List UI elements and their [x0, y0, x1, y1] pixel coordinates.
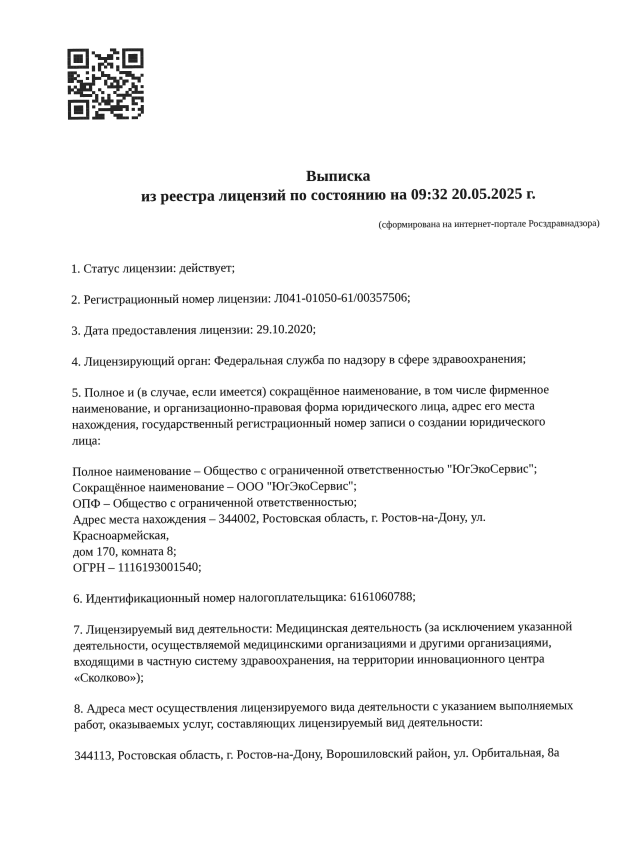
document-title-line2: из реестра лицензий по состоянию на 09:32 20.05.2025 г. — [141, 185, 536, 206]
license-status-item: 1. Статус лицензии: действует; — [70, 260, 236, 276]
licensing-authority-item: 4. Лицензирующий орган: Федеральная служба по надзору в сфере здравоохранения; — [71, 351, 527, 369]
entity-details-item: 5. Полное и (в случае, если имеется) сокращённое наименование, в том числе фирменное наименование, и организационно-правовая форма юридического лица, адрес его места нахождения, государственный регистрационный номер записи о создании юридического лица: — [71, 382, 550, 448]
document-title — [23, 165, 630, 207]
grant-date-item: 3. Дата предоставления лицензии: 29.10.2020; — [71, 321, 317, 338]
entity-details-values: Полное наименование – Общество с ограниченной ответственностью "ЮгЭкоСервис"; Сокращённое наименование – ООО "ЮгЭкоСервис"; ОПФ – Общество с ограниченной ответственностью; Адрес места нахождения – 344002, Ростовская область, г. Ростов-на-Дону, ул. Красноармейская, дом 170, комната 8; ОГРН – 1116193001540; — [72, 461, 538, 575]
taxpayer-id-item: 6. Идентификационный номер налогоплательщика: 6161060788; — [73, 589, 416, 606]
document-title-line1: Выписка — [306, 167, 371, 186]
qr-code-icon — [67, 48, 143, 120]
qr-code-image — [67, 48, 143, 120]
activity-address-value: 344113, Ростовская область, г. Ростов-на-Дону, Ворошиловский район, ул. Орбитальная, 8а — [74, 745, 560, 763]
generation-note: (сформирована на интернет-портале Росздравнадзора) — [378, 219, 600, 231]
activity-addresses-item: 8. Адреса мест осуществления лицензируемого вида деятельности с указанием выполняемых работ, оказываемых услуг, составляющих лицензируемый вид деятельности: — [73, 698, 574, 732]
registration-number-item: 2. Регистрационный номер лицензии: Л041-01050-61/00357506; — [71, 290, 411, 307]
document-body — [71, 257, 580, 779]
licensed-activity-item: 7. Лицензируемый вид деятельности: Медицинская деятельность (за исключением указанной деятельности, осуществляемой медицинскими организациями и другими организациями, входящими в частную систему здравоохранения, на территории инновационного центра «Сколково»); — [73, 619, 573, 685]
